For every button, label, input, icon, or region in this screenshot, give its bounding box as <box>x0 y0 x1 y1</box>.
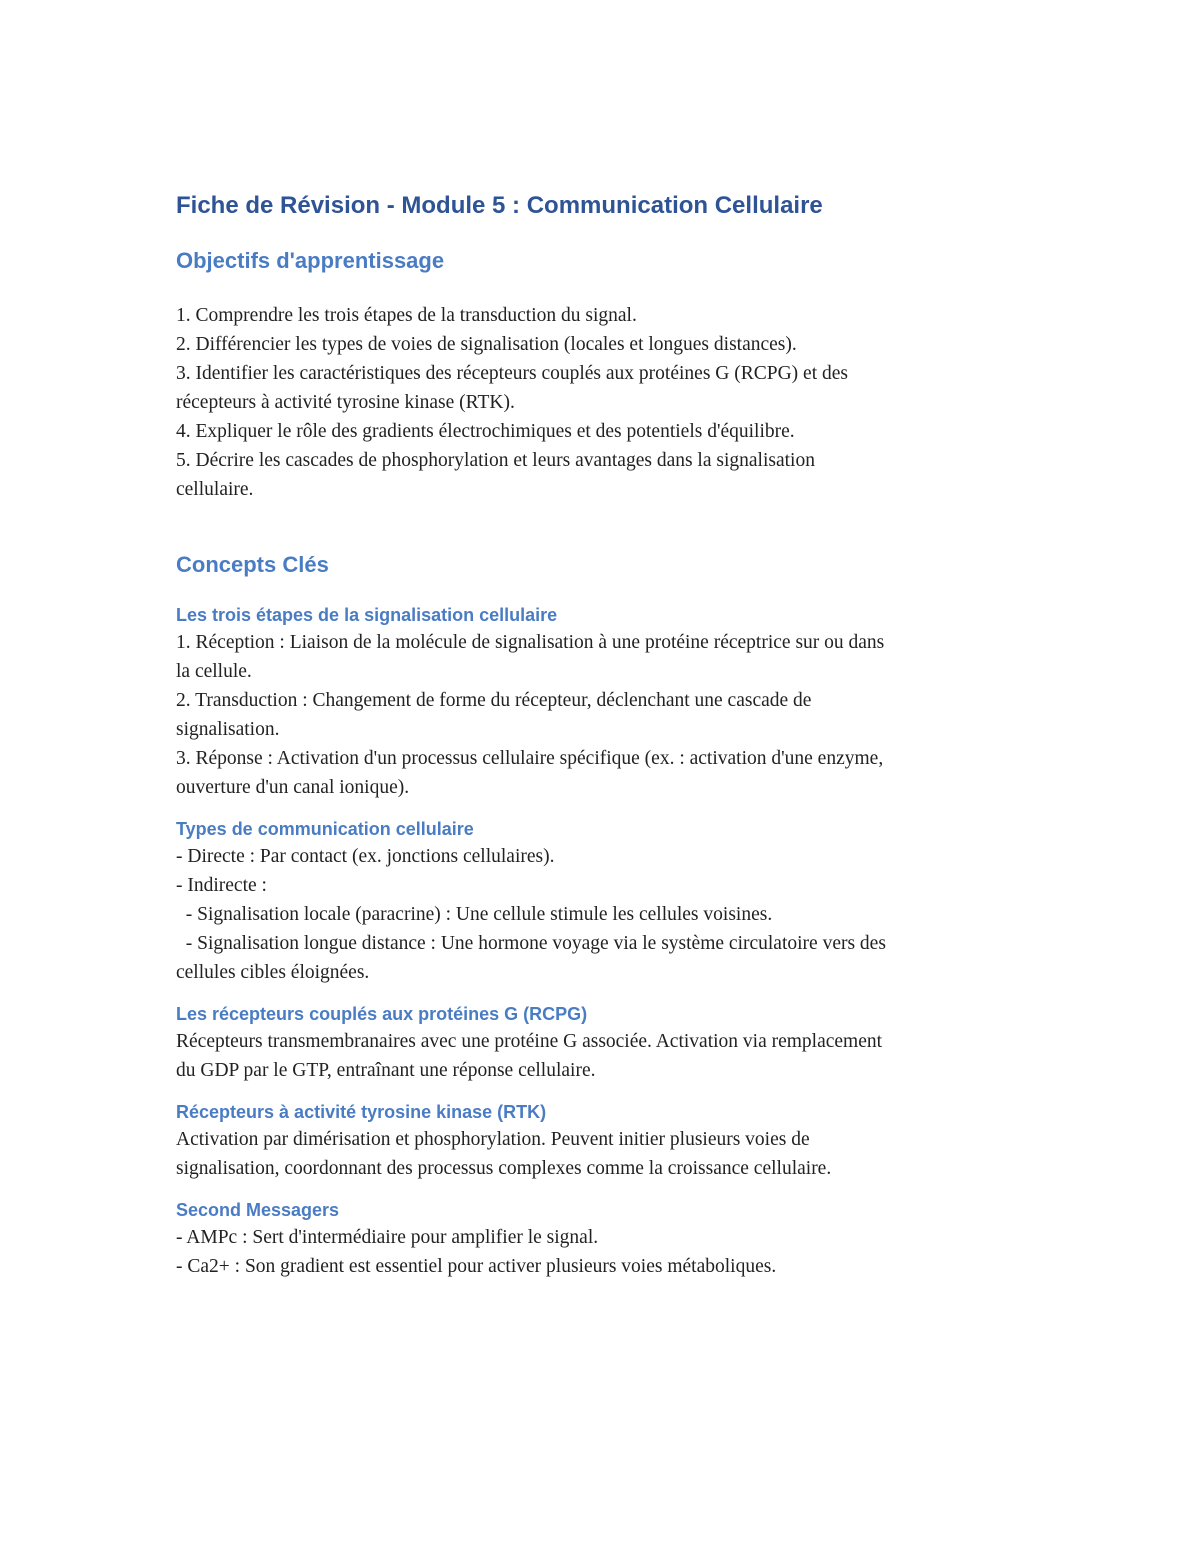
objective-line: 4. Expliquer le rôle des gradients électrochimiques et des potentiels d'équilibre. <box>176 421 795 442</box>
section-body-rtk <box>176 1125 1036 1183</box>
page-title: Fiche de Révision - Module 5 : Communication Cellulaire <box>176 192 823 219</box>
objective-line: 2. Différencier les types de voies de signalisation (locales et longues distances). <box>176 334 797 355</box>
section-body-signal-steps <box>176 628 1036 802</box>
objective-line: cellulaire. <box>176 479 254 500</box>
section-heading-rcpg: Les récepteurs couplés aux protéines G (RCPG) <box>176 1004 588 1024</box>
objectives-heading: Objectifs d'apprentissage <box>176 248 445 273</box>
section-line: - AMPc : Sert d'intermédiaire pour amplifier le signal. <box>176 1227 599 1248</box>
section-line: Récepteurs transmembranaires avec une protéine G associée. Activation via remplacement <box>176 1031 883 1052</box>
section-line: du GDP par le GTP, entraînant une réponse cellulaire. <box>176 1060 596 1081</box>
section-line: - Signalisation longue distance : Une hormone voyage via le système circulatoire vers des <box>176 933 886 954</box>
section-line: - Directe : Par contact (ex. jonctions cellulaires). <box>176 846 555 867</box>
objective-line: 3. Identifier les caractéristiques des récepteurs couplés aux protéines G (RCPG) et des <box>176 363 848 384</box>
section-line: ouverture d'un canal ionique). <box>176 777 410 798</box>
section-heading-communication-types: Types de communication cellulaire <box>176 819 474 839</box>
objectives-list <box>176 301 1036 504</box>
section-body-communication-types <box>176 842 1036 987</box>
section-body-rcpg <box>176 1027 1036 1085</box>
document-content <box>176 190 1036 1281</box>
section-line: cellules cibles éloignées. <box>176 962 370 983</box>
section-line: - Ca2+ : Son gradient est essentiel pour activer plusieurs voies métaboliques. <box>176 1256 777 1277</box>
section-heading-rtk: Récepteurs à activité tyrosine kinase (RTK) <box>176 1102 547 1122</box>
section-body-second-messengers <box>176 1223 1036 1281</box>
section-line: signalisation, coordonnant des processus complexes comme la croissance cellulaire. <box>176 1158 832 1179</box>
section-line: - Signalisation locale (paracrine) : Une cellule stimule les cellules voisines. <box>176 904 773 925</box>
section-line: la cellule. <box>176 661 252 682</box>
section-line: 3. Réponse : Activation d'un processus cellulaire spécifique (ex. : activation d'une enzyme, <box>176 748 884 769</box>
section-line: 1. Réception : Liaison de la molécule de signalisation à une protéine réceptrice sur ou dans <box>176 632 885 653</box>
section-heading-signal-steps: Les trois étapes de la signalisation cellulaire <box>176 605 558 625</box>
concepts-heading: Concepts Clés <box>176 552 329 577</box>
objective-line: récepteurs à activité tyrosine kinase (RTK). <box>176 392 515 413</box>
section-line: - Indirecte : <box>176 875 267 896</box>
section-line: Activation par dimérisation et phosphorylation. Peuvent initier plusieurs voies de <box>176 1129 810 1150</box>
objective-line: 1. Comprendre les trois étapes de la transduction du signal. <box>176 305 637 326</box>
section-line: signalisation. <box>176 719 280 740</box>
section-line: 2. Transduction : Changement de forme du récepteur, déclenchant une cascade de <box>176 690 812 711</box>
section-heading-second-messengers: Second Messagers <box>176 1200 340 1220</box>
objective-line: 5. Décrire les cascades de phosphorylation et leurs avantages dans la signalisation <box>176 450 815 471</box>
